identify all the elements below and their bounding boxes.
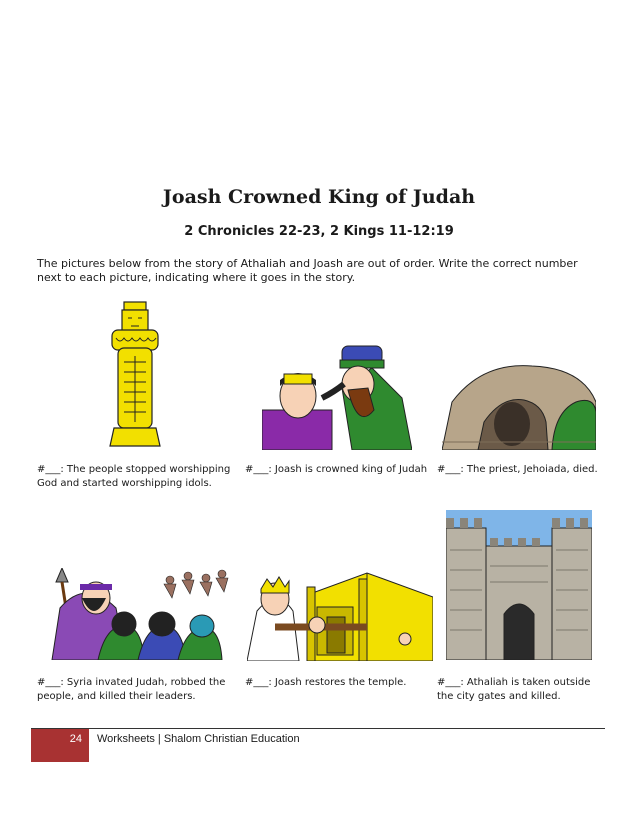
caption-syria: #___: Syria invated Judah, robbed the people, and killed their leaders. [37,677,226,702]
golden-idol-icon [104,300,166,450]
crowning-king-icon [262,338,412,450]
page-number-box [31,729,89,762]
footer-divider [31,728,605,729]
temple-restoration-icon [247,567,433,661]
city-gates-icon [446,510,592,660]
caption-temple: #___: Joash restores the temple. [245,677,407,688]
caption-crowned: #___: Joash is crowned king of Judah [245,464,428,475]
army-invasion-icon [46,568,232,660]
page-title: Joash Crowned King of Judah [162,186,476,208]
instructions: The pictures below from the story of Athaliah and Joash are out of order. Write the correct number next to each picture, indicating where it goes in the story. [37,257,578,284]
page-number: 24 [69,733,82,745]
caption-priest-died: #___: The priest, Jehoiada, died. [437,464,598,475]
scripture-reference: 2 Chronicles 22-23, 2 Kings 11-12:19 [184,224,454,239]
caption-athaliah: #___: Athaliah is taken outside the city gates and killed. [437,677,591,702]
tomb-icon [442,362,596,450]
caption-idols: #___: The people stopped worshipping God and started worshipping idols. [37,464,231,489]
footer-text: Worksheets | Shalom Christian Education [97,733,300,745]
